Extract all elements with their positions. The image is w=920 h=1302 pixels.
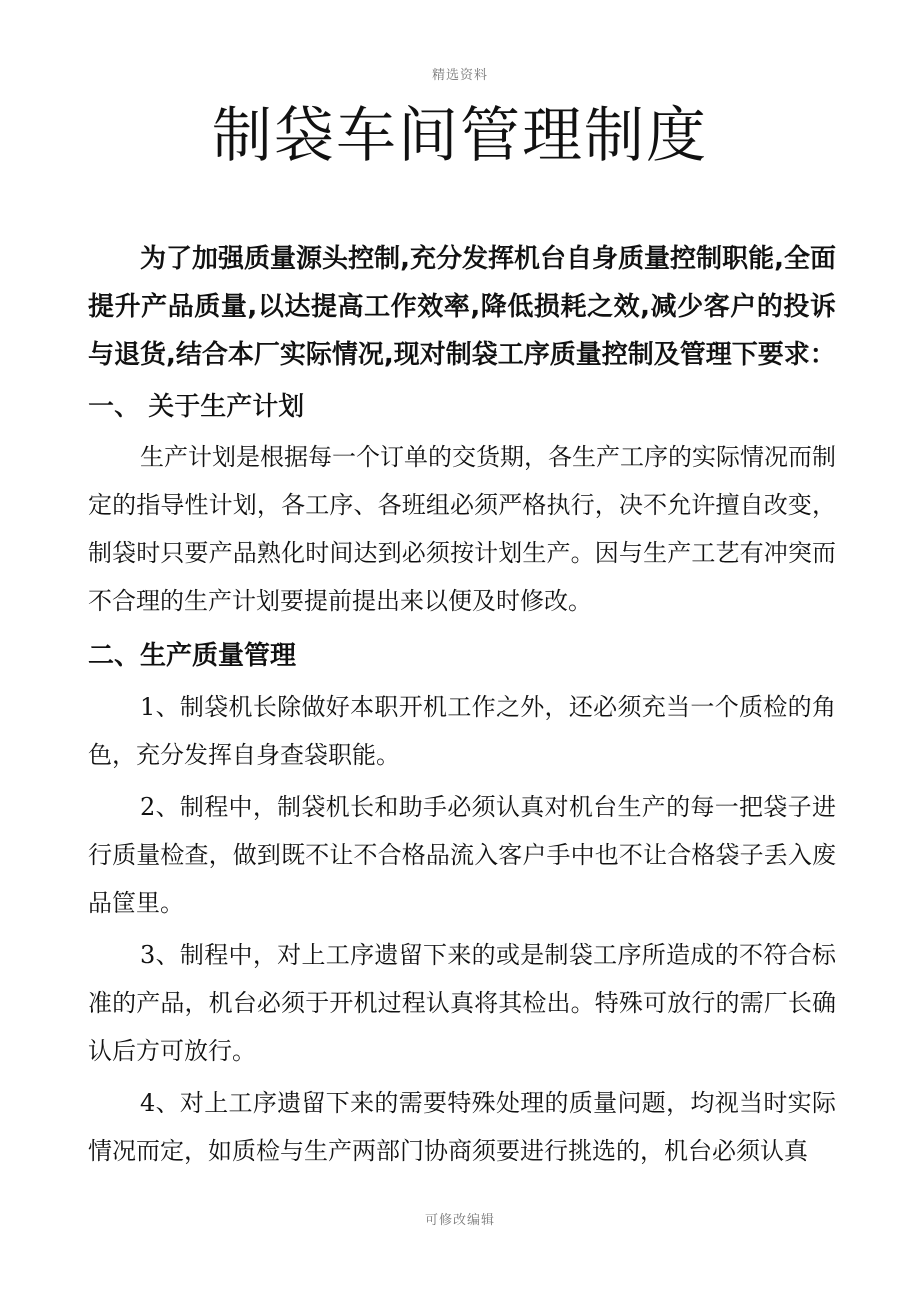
header-note: 精选资料: [431, 68, 488, 83]
list-item: 3、制程中，对上工序遗留下来的或是制袋工序所造成的不符合标准的产品，机台必须于开机过程认真将其检出。特殊可放行的需厂长确认后方可放行。: [88, 941, 836, 1065]
list-item: 4、对上工序遗留下来的需要特殊处理的质量问题，均视当时实际情况而定，如质检与生产两部门协商须要进行挑选的，机台必须认真: [88, 1089, 836, 1165]
section-heading: 二、生产质量管理: [88, 641, 297, 671]
section-production-plan: [88, 381, 836, 625]
list-item: 1、制袋机长除做好本职开机工作之外，还必须充当一个质检的角色，充分发挥自身查袋职能。: [88, 693, 836, 769]
document-title: 制袋车间管理制度: [212, 101, 708, 171]
list-item: 2、制程中，制袋机长和助手必须认真对机台生产的每一把袋子进行质量检查，做到既不让不合格品流入客户手中也不让合格袋子丢入废品筐里。: [88, 793, 836, 917]
section-paragraph: 生产计划是根据每一个订单的交货期，各生产工序的实际情况而制定的指导性计划，各工序、各班组必须严格执行，决不允许擅自改变，制袋时只要产品熟化时间达到必须按计划生产。因与生产工艺有冲突而不合理的生产计划要提前提出来以便及时修改。: [88, 443, 836, 615]
section-heading: 一、 关于生产计划: [88, 392, 305, 422]
section-quality-management: [88, 629, 836, 1175]
intro-paragraph: 为了加强质量源头控制,充分发挥机台自身质量控制职能,全面提升产品质量,以达提高工作效率,降低损耗之效,减少客户的投诉与退货,结合本厂实际情况,现对制袋工序质量控制及管理下要求：: [88, 244, 836, 370]
document-body: [88, 235, 836, 1175]
footer-note: 可修改编辑: [424, 1213, 495, 1228]
